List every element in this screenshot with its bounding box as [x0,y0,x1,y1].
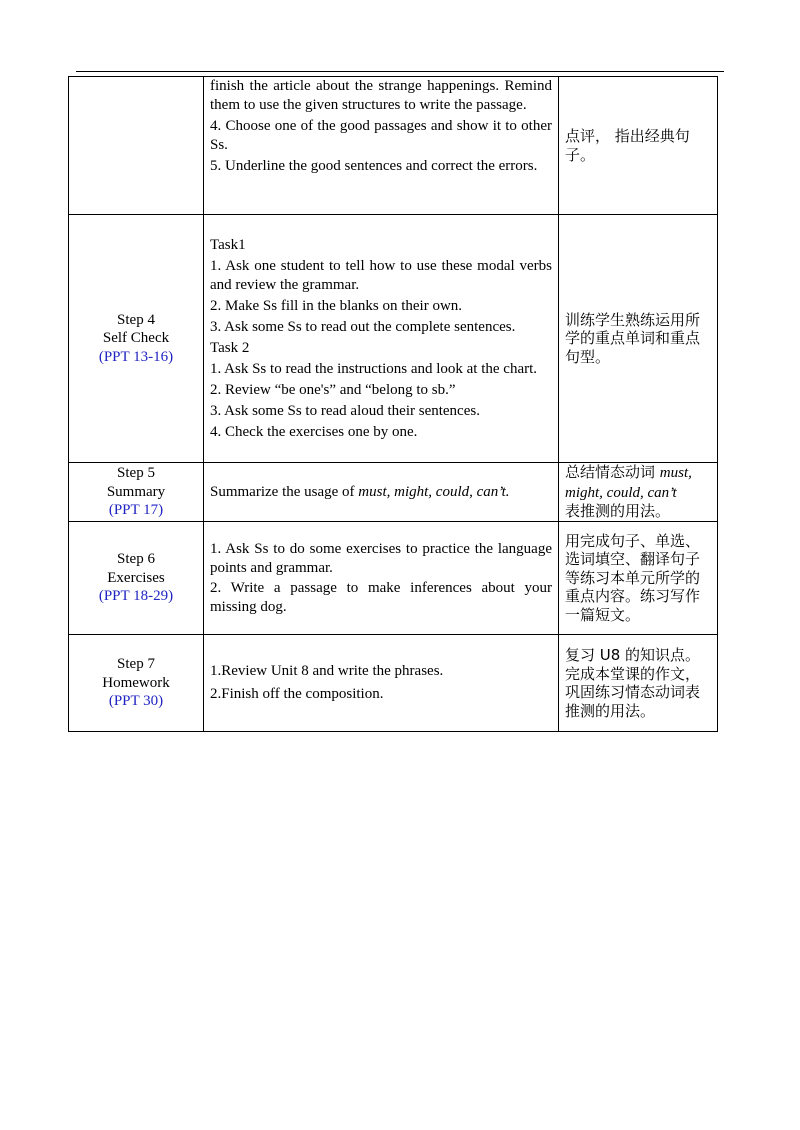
activity-line: 3. Ask some Ss to read out the complete sentences. [210,318,516,335]
step-number: Step 4 [117,311,155,328]
activity-line [210,483,552,502]
activity-line: 1. Ask one student to tell how to use these modal verbs and review the grammar. [210,257,552,293]
note-cell: 点评， 指出经典句子。 [559,77,718,215]
activity-line: finish the article about the strange happenings. Remind them to use the given structures to write the passage. [210,78,552,113]
step-cell [69,635,204,732]
header-rule [76,71,724,72]
step-cell [69,463,204,522]
ppt-ref: (PPT 18-29) [98,588,174,605]
step-name: Exercises [107,569,165,586]
activity-line: 4. Choose one of the good passages and show it to other Ss. [210,118,552,153]
ppt-ref: (PPT 17) [108,502,164,519]
activity-cell [204,522,559,635]
table-row [69,77,718,215]
table-row [69,463,718,522]
activity-line: 2. Review “be one's” and “belong to sb.” [210,381,456,398]
activity-line: 3. Ask some Ss to read aloud their sentences. [210,402,480,419]
table-row [69,215,718,463]
note-text: 总结情态动词 [565,463,660,482]
activity-cell [204,635,559,732]
activity-cell [204,463,559,522]
step-number: Step 5 [117,465,155,482]
activity-line: 1.Review Unit 8 and write the phrases. [210,663,444,679]
step-cell [69,77,204,215]
ppt-ref: (PPT 13-16) [98,348,174,365]
table-row [69,635,718,732]
activity-line: 2. Make Ss fill in the blanks on their own. [210,297,463,314]
activity-line: 4. Check the exercises one by one. [210,423,418,440]
note-cell: 用完成句子、单选、选词填空、翻译句子等练习本单元所学的重点内容。练习写作一篇短文。 [559,522,718,635]
modal-verbs-text: must, might, could, can’t [565,465,692,501]
activity-line: 1. Ask Ss to read the instructions and look at the chart. [210,360,538,377]
step-number: Step 6 [117,551,155,568]
activity-line: 2.Finish off the composition. [210,686,384,702]
step-name: Summary [106,483,166,500]
table-row [69,522,718,635]
activity-line: Task 2 [210,339,250,356]
step-number: Step 7 [117,656,155,673]
note-cell: 训练学生熟练运用所学的重点单词和重点句型。 [559,215,718,463]
activity-line: 5. Underline the good sentences and correct the errors. [210,158,538,174]
lesson-plan-table [68,76,718,732]
note-cell: 复习 U8 的知识点。完成本堂课的作文，巩固练习情态动词表推测的用法。 [559,635,718,732]
note-text: 表推测的用法。 [565,502,671,521]
activity-line: 2. Write a passage to make inferences about your missing dog. [210,580,552,615]
activity-line: Task1 [210,236,246,253]
step-cell [69,215,204,463]
activity-line: 1. Ask Ss to do some exercises to practice the language points and grammar. [210,541,552,576]
ppt-ref: (PPT 30) [108,693,164,710]
step-name: Homework [102,674,170,691]
activity-text: Summarize the usage of [210,483,359,500]
modal-verbs-text: must, might, could, can’t. [358,483,510,500]
step-cell [69,522,204,635]
step-name: Self Check [102,330,170,347]
activity-cell [204,77,559,215]
activity-cell [204,215,559,463]
note-cell [559,463,718,522]
